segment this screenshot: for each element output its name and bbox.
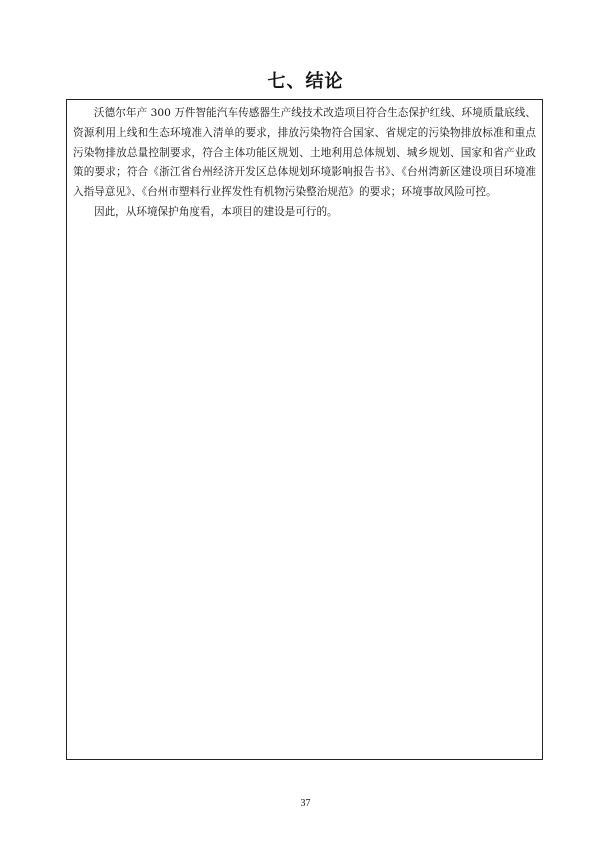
conclusion-paragraph-1: 沃德尔年产 300 万件智能汽车传感器生产线技术改造项目符合生态保护红线、环境质量底线、资源利用上线和生态环境准入清单的要求，排放污染物符合国家、省规定的污染物排放标准和重点污染物排放总量控制要求，符合主体功能区规划、土地利用总体规划、城乡规划、国家和省产业政策的要求；符合《浙江省台州经济开发区总体规划环境影响报告书》、《台州湾新区建设项目环境准入指导意见》、《台州市塑料行业挥发性有机物污染整治规范》的要求；环境事故风险可控。 [73,107,536,199]
conclusion-paragraph-2: 因此，从环境保护角度看，本项目的建设是可行的。 [94,205,338,218]
page-title: 七、结论 [267,71,344,92]
page-number: 37 [300,798,311,809]
conclusion-table-cell [66,99,543,760]
